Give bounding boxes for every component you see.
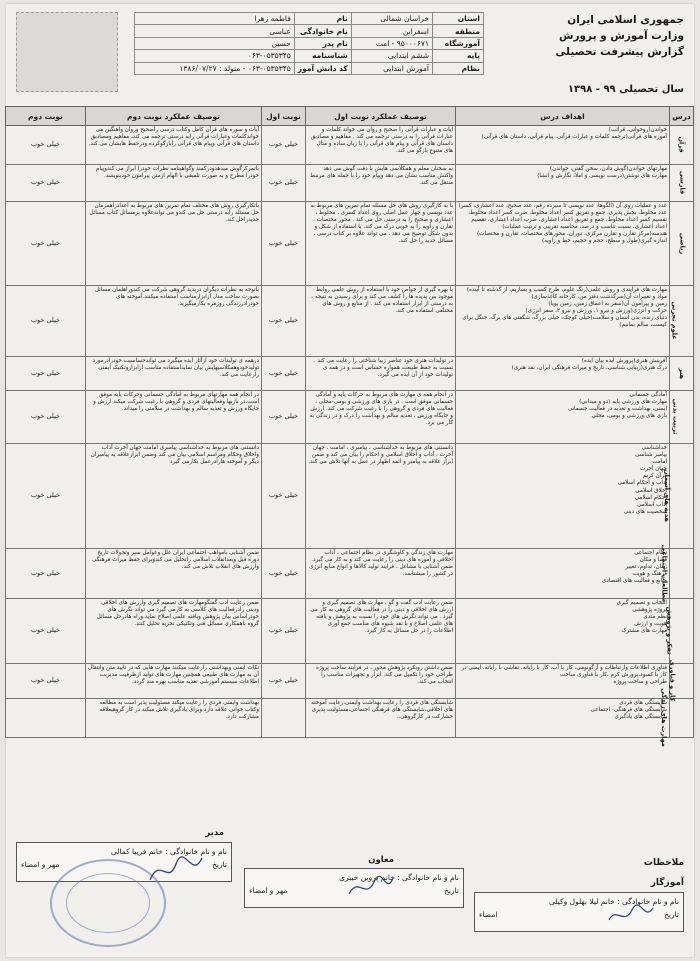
subject-goals: عدد و عملیات روی آن (الگوها، عدد نویسی تا سیزده رقم، عدد صحیح، عدد اعشاری، کسر) عدد مخلوط، بخش پذیری، جمع و تفریق کسر اعداد مخلوط، ضرب کسر اعداد مخلوط، تقسیم کسر اعداد مخلوط، جمع و تفریق اعداد اعشاری، ضرب اعداد اعشاری، تقسیم اعداد اعشاری، نسبت تناسب و درصد، محاسبه تقریبی و ترتیب عملیات) هندسه(مرکز تقارن و تقارن مرکزی، دوران، محورهای مختصات، تقارن و مختصات) اندازه گیری(طول و سطح، حجم و حجیم، خط و زاویه) — [456, 202, 670, 286]
subject-row — [6, 664, 694, 699]
report-card-page — [6, 4, 694, 957]
student-code-label: کد دانش آموز — [294, 62, 351, 74]
term2-description: آیات و سوره های قرآن کامل وکتاب درسی راصحیح وروان واهنگین می خواندکلمات وعبارات قرآنی رابه درستی ترجمه می کندـ مفاهیم ومصادیق داستان های قرآنی وپیام های قرآنی رابازگوکرده ودرحفظ هایشان می کند. — [86, 126, 262, 165]
manager-date-label: تاریخ — [212, 860, 227, 869]
term1-description: با به کارگیری روش های حل مسئله تمام تمرین های مربوط به عدد نویسی و چهار عمل اصلی روی اعداد کسری ، مخلوط ، اعشاری و صحیح را به درستی حل می کند . محور مختصات ، تقارن و زاویه را به خوبی درک می کند. با استفاده از شکل و بدون شکل توضیح می دهد . می تواند علاوه بر کتاب درسی ، مسائل جدید را حل کند. — [306, 202, 456, 286]
header-line-country: جمهوری اسلامی ایران — [567, 14, 684, 26]
subject-row — [6, 165, 694, 202]
header-line-report: گزارش پیشرفت تحصیلی — [555, 46, 684, 58]
subject-name-text: ریاضی — [678, 232, 687, 255]
term2-grade: خیلی خوب — [6, 286, 86, 357]
school-value: ۹۵۰۰۰۶۷۱ - امت — [351, 37, 432, 49]
term2-grade: خیلی خوب — [6, 202, 86, 286]
term2-grade: خیلی خوب — [6, 599, 86, 664]
manager-name: نام و نام خانوادگی : خانم فریبا کمالی — [110, 847, 227, 856]
student-code-value: ۰۶۳-۰۵۳۵۳۴۵ - متولد : ۱۳۸۶/۰۷/۲۷ — [135, 62, 295, 74]
subject-name — [668, 660, 694, 702]
term2-grade: خیلی خوب — [6, 126, 86, 165]
term1-description: ضمن رعایت ادب گفت و گو ، مهارت های تصمیم گیری و ارزش های اخلاقی و دینی را در فعالیت های گروهی به کار می گیرد . می تواند نگرش های خود را نسبت به پژوهش و یافته های علمی اصلاح و با نقد شیوه های مناسب جمع آوری اطلاعات را در حل مسائل به کار گیرد. — [306, 599, 456, 664]
term2-description: باتوجه به نظرات دیگران درپدید گروهی شرکت می کندوراهلمان مسائل بصورت ساخت مدل ازابزارمناسب استفاده میکنند.آموخته های خودرادرزندگی روزمره بکارمیگیرید. — [86, 286, 262, 357]
subject-row — [6, 549, 694, 599]
subject-name-text: مهارت های زندگی — [660, 688, 669, 748]
term2-description: دانستنی های مربوط به خداشناسی پیامبری امامت جهان آخرت آداب واخلاق وحکام ومراسم اسلامی بیان می کند وضمن ابرازعلاقه به پیامبران دیگر و آموخته هارادرعمل بکارمی گیرد — [86, 444, 262, 549]
subject-name-text: قرآن — [678, 136, 687, 154]
father-name-label: نام پدر — [294, 37, 351, 49]
term2-grade: خیلی خوب — [6, 391, 86, 444]
term1-description: دانستنی های مربوط به خداشناسی ، پیامبری ، امامت ، جهان آخرت ، آداب و اخلاق اسلامی و احکام را بیان می کند و ضمن ابراز علاقه به پیامبر و ائمه اطهار در عمل به آنها تلاش می کند. — [306, 444, 456, 549]
province-label: استان — [433, 13, 484, 25]
system-label: نظام — [433, 62, 484, 74]
family-name-label: نام خانوادگی — [294, 25, 351, 37]
assistant-sign-label: مهر و امضاء — [249, 886, 288, 895]
subject-goals: خواندن(روخوانی، قرائت) آموزه های قرآنی(ترجمه کلمات و عبارات قرآنی، پیام قرآنی، داستان های قرآنی) — [456, 126, 670, 165]
term2-grade: خیلی خوب — [6, 165, 86, 202]
subject-name-text: مطالعات اجتماعی — [660, 544, 669, 603]
term2-description: نکات ایمنی وبهداشتی رارعایت میکنند مهارت هایی که در تایید متن وانتقال آن به مهارت های طبیعی همچنین مهارت های تولید ازظرفیت مدیریت اطلاعات سیستم آموزشی تغذیه مناسب بهره مند گردد. — [86, 664, 262, 699]
assistant-name: نام و نام خانوادگی : خانم پروین خیبری — [339, 873, 459, 882]
subject-name-text: تفکر و پژوهش — [665, 607, 674, 655]
col-grade-term1: نوبت اول — [262, 107, 306, 126]
subject-name-text: تربیت بدنی — [671, 399, 680, 435]
subject-name — [670, 357, 694, 391]
subject-name-text: هنر — [678, 367, 687, 380]
father-name-value: حسین — [135, 37, 295, 49]
subject-row — [6, 202, 694, 286]
term1-grade: خیلی خوب — [262, 444, 306, 549]
term1-description: در انجام همه ی مهارت های مربوط به حرکات پایه و آمادگی جسمانی موفق است . در بازی های ورزشی و بومی-محلی ، فعالیت های فردی و گروهی را با رغبت شرکت می کند. ارزش و جایگاه ورزش ، تغذیه سالم و بهداشت را درک و در زندگی به کار می برد. — [306, 391, 456, 444]
subject-name — [660, 688, 694, 748]
term1-description: شایستگی های فردی را رعایت بهداشت وایمنی،رعایت آموخته های اخلاقی،شایستگی های فرهنگی اجتماعی،مسئولیت پذیری حشارکت در کارگروهی.. — [306, 699, 456, 738]
term2-grade: خیلی خوب — [6, 664, 86, 699]
first-name-label: نام — [294, 13, 351, 25]
subject-name — [670, 202, 694, 286]
term2-grade: خیلی خوب — [6, 549, 86, 599]
first-name-value: فاطمه زهرا — [135, 13, 295, 25]
term2-description: بهداشت وایمنی فردی را رعایت میکند مسئولیت پذیر است به مطالعه وکتاب خوانی علاقه دارد وبرای یادگیری تلاش میکند در کار گروهیعلاقه مشارکت دارد. — [86, 699, 262, 738]
subject-goals: خداشناسی پیامبر شناسی امامت جهان آخرت قرآن کریم آداب و احکام اسلامی اخلاق اسلامی احکام اسلامی آداب اسلامی شخصیت های دینی — [456, 444, 670, 549]
header-line-ministry: وزارت آموزش و پرورش — [558, 30, 684, 42]
term2-description: درهمه ی تولیدات خود ازآثار ایده میگیرد می تواندحساسیت خودرادرمورد تولیدخودوهمکلاسیهایش بیان نمایداستفاده مناسب ازابزاروتکنیک ایمنی رارعایت می کند. — [86, 357, 262, 391]
grades-table-header — [6, 107, 694, 126]
subject-name — [665, 599, 694, 664]
subject-row — [6, 391, 694, 444]
manager-signature-scribble — [146, 850, 206, 890]
subject-row — [6, 444, 694, 549]
term2-description: ضمن آشنایی بامواهب اجتماعی ایران علل وعوامل سیر وتحولات تاریخ دوره قبل وبعدانقلاب اسلامی راتحلیل می کندوبرای حفظ میراث فرهنگی وارزش های انقلاب تلاش می کند. — [86, 549, 262, 599]
subject-row — [6, 599, 694, 664]
term1-grade: خیلی خوب — [262, 202, 306, 286]
student-photo — [16, 12, 118, 92]
manager-sign-label: مهر و امضاء — [21, 860, 60, 869]
term2-grade: خیلی خوب — [6, 444, 86, 549]
subject-goals: مهارت های فرایندی و روش علمی(رنگ علوم، طرح کسب و بسازیم، از گذشته تا آینده) مواد و تغییرات آن(سرگذشت دفتر من، کارخانه کاغذسازی) زمین و پیرامون آن(سفر به اعماق زمین، زمین پویا) حرکت و انرژی(ورزش و نیرو ۱، ورزش و نیرو ۲، سفر انرژی) دنیای زنده، بدن انسان و سلامت(خیلی کوچک، خیلی بزرگ، شگفتی های برگ، جنگل برای کیست، سالم بمانیم) — [456, 286, 670, 357]
grades-table — [6, 106, 694, 748]
col-grade-term2: نوبت دوم — [6, 107, 86, 126]
assistant-date-label: تاریخ — [444, 886, 459, 895]
subject-name — [670, 126, 694, 165]
subject-goals: شایستگی های فردی شایستگی های فرهنگی- اجتماعی شایستگی های یادگیری — [456, 699, 670, 738]
manager-role: مدیر — [205, 828, 224, 838]
subject-goals: نظام اجتماعی فضا و مکان زمان، تداوم، تغییر فرهنگ و هویت منابع و فعالیت های اقتصادی — [456, 549, 670, 599]
province-value: خراسان شمالی — [351, 13, 432, 25]
term1-grade: خیلی خوب — [262, 357, 306, 391]
col-desc-term2: توصیف عملکرد نوبت دوم — [86, 107, 262, 126]
teacher-role: آموزگار — [650, 878, 684, 888]
subject-row — [6, 357, 694, 391]
system-value: آموزش ابتدایی — [351, 62, 432, 74]
term1-grade — [262, 699, 306, 738]
school-label: آموزشگاه — [433, 37, 484, 49]
report-header — [494, 12, 684, 98]
academic-year: سال تحصیلی ۹۹ - ۱۳۹۸ — [567, 84, 684, 95]
notes-label: ملاحظات — [643, 858, 684, 868]
term1-description: مهارت های زندگی و کاوشگری در نظام اجتماعی ، آداب اخلاقی و آموزه های دینی را رعایت می کند و به کار می گیرد. ضمن آشنایی با مشاغل ، فرایند تولید کالاها و انواع منابع انرژی در کشور را میشناسد. — [306, 549, 456, 599]
subject-name-text: علوم تجربی — [670, 301, 679, 341]
term2-description: باتمرکزگوش میدهدودرکمند وگواهینامه نظرات خودرا ابراز می کندوپیام خودرا مطرح و به صورت تلفیقی با الهام ازمتن پیرامون خودبنویسد. — [86, 165, 262, 202]
subject-goals: مهارتهای خواندن(گوش دادن، سخن گفتن، خواندن) مهارت های نوشتن(درست نویسی و املا، نگارش و انشا) — [456, 165, 670, 202]
id-number-value: ۰۶۳-۰۵۳۵۳۴۵ — [135, 50, 295, 62]
term1-description: ایات و عبارات قرآنی را صحیح و روان می خواند.کلمات و عبارات قرآنی را به درستی ترجمه می کند . مفاهیم و مصادیق داستان های قرآنی و پیام های قرآنی را با زبان ساده و مثال های متنوع بازگو می کند. — [306, 126, 456, 165]
col-desc-term1: توصیف عملکرد نوبت اول — [306, 107, 456, 126]
term1-description: با بهره گیری از خواص خود با استفاده از روش علمی روابط موجود بین پدیده ها را کشف می کند و برای رسیدن به نتیجه ، به درستی از ابزار استفاده می کند . از منابع و روش های مختلفی استفاده می کند. — [306, 286, 456, 357]
subject-name — [670, 391, 694, 444]
term1-description: ضمن داشتن روبکرد پژوهش محور ، در فرایند ساخت پروژه طراحی خود را تکمیل می کند. ابزار و تجهیزات مناسب را انتخاب می کند. — [306, 664, 456, 699]
term2-description: باتکارگیری روش های مختلف تمام تمرین های مربوط به اعدادراهمزمان حل مسئله رابه درستی حل می کندو می تواندعلاوه برمسائل کتاب مسائل جدیدراحل کند. — [86, 202, 262, 286]
term1-grade: خیلی خوب — [262, 286, 306, 357]
teacher-date-label: تاریخ — [664, 910, 679, 919]
id-number-label: شناسنامه — [294, 50, 351, 62]
term1-description: در تولیدات هنری خود عناصر زیبا شناختی را رعایت می کند . نسبت به حفظ طبیعت همواره حساس است و در همه ی تولیدات خود از آن ایده می گیرد. — [306, 357, 456, 391]
subject-row — [6, 699, 694, 738]
subject-goals: آمادگی جسمانی مهارت های ورزشی پایه (دو و میدانی) ایمنی، بهداشت و تغذیه در فعالیت جسمانی بازی های ورزشی و بومی، محلی — [456, 391, 670, 444]
subject-row — [6, 126, 694, 165]
grade-level-value: ششم ابتدایی — [351, 50, 432, 62]
subject-name-text: هدیه های آسمان — [663, 469, 672, 523]
teacher-name: نام و نام خانوادگی : خانم لیلا بهلول وکیلی — [549, 897, 679, 906]
term2-grade: خیلی خوب — [6, 357, 86, 391]
subject-goals: آفرینش هنری(پرورش ایده بیان ایده) درک هنری(زیبایی شناسی، تاریخ و میراث فرهنگی ایران، نقد هنری) — [456, 357, 670, 391]
grade-level-label: پایه — [433, 50, 484, 62]
subject-row — [6, 286, 694, 357]
term1-grade: خیلی خوب — [262, 391, 306, 444]
subject-name — [663, 444, 694, 549]
subject-name — [670, 286, 694, 357]
term1-grade: خیلی خوب — [262, 126, 306, 165]
teacher-signature-scribble — [606, 900, 656, 930]
student-info-table — [134, 12, 484, 108]
col-goals: اهداف درس — [456, 107, 670, 126]
assistant-signature-scribble — [346, 872, 396, 902]
subject-name-text: فارسی — [677, 171, 686, 195]
region-label: منطقه — [433, 25, 484, 37]
term1-grade: خیلی خوب — [262, 549, 306, 599]
subject-name — [660, 544, 694, 603]
teacher-sign-label: امضاء — [479, 910, 498, 919]
term1-grade: خیلی خوب — [262, 165, 306, 202]
subject-name — [670, 165, 694, 202]
region-value: اسفراین — [351, 25, 432, 37]
term2-description: ضمن رعایت ادب گفتگومهارت های تصمیم گیری وارزش های اخلاقی ودینی رادرفعالیت های کلاسی به کارمی گیرد می تواند نگرش های خودراساس بیان پژوهش ویافته علمی اصلاح نماید.وراه هادرحل مسائل گروه باهمکاری مسائل فنی وتکنیکی تجزیه تحلیل کنند. — [86, 599, 262, 664]
col-subject: درس — [670, 107, 694, 126]
family-name-value: عباسی — [135, 25, 295, 37]
subject-name-text: کار و فناوری — [668, 660, 677, 702]
term1-description: به سخنان معلم و همکلاسی هایش با دقت گوش می دهد واکنش مناسب نشان می دهد وپیام خود را با جمله های مرتبط منتقل می کند. — [306, 165, 456, 202]
term1-grade: خیلی خوب — [262, 599, 306, 664]
assistant-role: معاون — [368, 855, 394, 865]
term2-grade — [6, 699, 86, 738]
term1-grade: خیلی خوب — [262, 664, 306, 699]
subject-goals: انتخاب و تصمیم گیری پروژه پژوهشی نظم متدی هویت و ارزش مهارت های مشترک — [456, 599, 670, 664]
subject-goals: فناوری اطلاعات وارتباطات و آرگونومی، کار با آب، کار با رایانه، نقاشی با رایانه، ایمنی در کار با کمبود،پرورش کرم ،کار با فناوری ساخت طراحی و ساخت پروژه — [456, 664, 670, 699]
term2-description: در انجام همه مهارتهای مربوط به امادگی جسمانی وحرکات پایه موفق است،در بازیها وفعالیتهای فردی و گروهی با رغبت شرکت میکند ارزش و جایگاه ورزش و تغذیه سالم و بهداشت در سلامتی را میداند. — [86, 391, 262, 444]
